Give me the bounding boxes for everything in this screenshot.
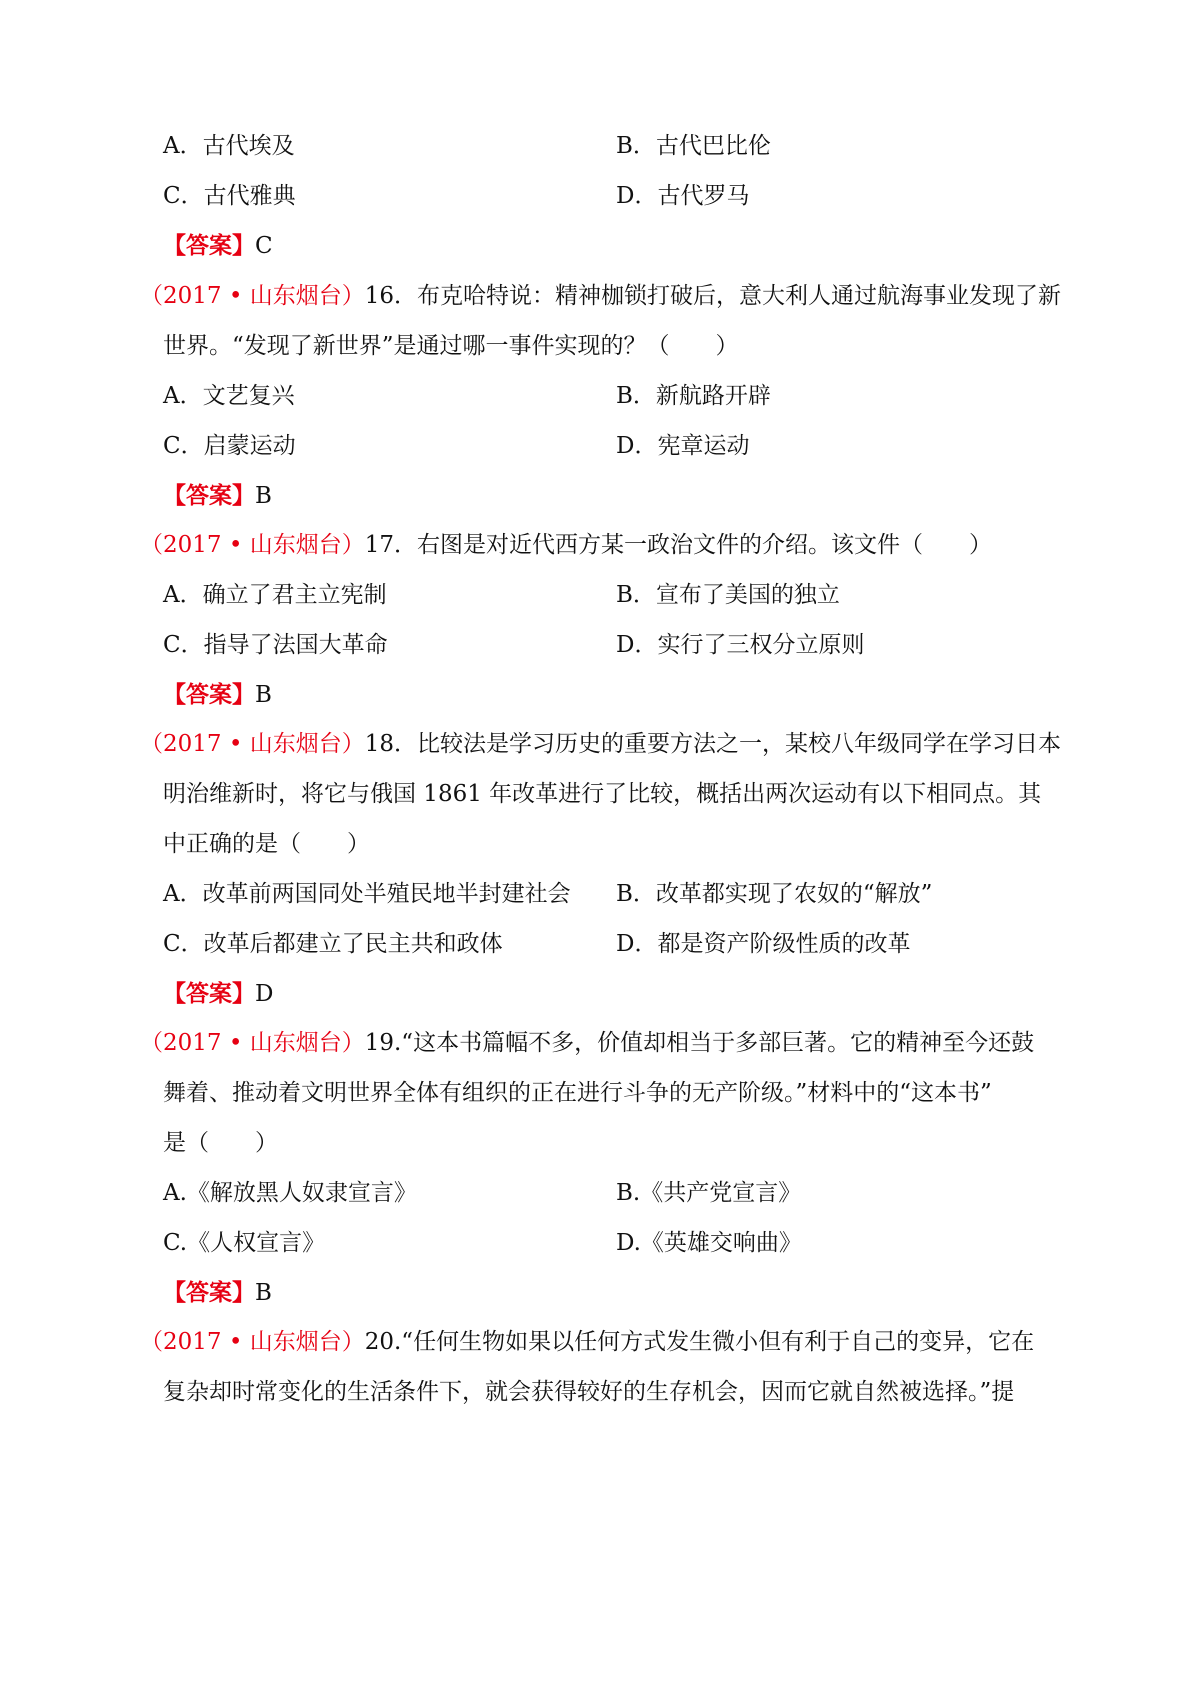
question-text: 18．比较法是学习历史的重要方法之一，某校八年级同学在学习日本 (364, 731, 1062, 757)
question-text: 19.“这本书篇幅不多，价值却相当于多部巨著。它的精神至今还鼓 (364, 1030, 1035, 1056)
q17-option-b: B．宣布了美国的独立 (616, 582, 840, 608)
q16-stem-line-1 (140, 281, 1061, 311)
question-source: （2017 • 山东烟台） (140, 283, 365, 309)
q15-option-a: A．古代埃及 (163, 133, 295, 159)
q18-stem-line-1 (140, 729, 1061, 759)
q16-option-d: D．宪章运动 (616, 433, 750, 459)
q18-option-b: B．改革都实现了农奴的“解放” (616, 881, 933, 907)
q18-stem-line-3: 中正确的是（ ） (163, 831, 370, 857)
q16-option-c: C．启蒙运动 (163, 433, 296, 459)
answer-label: 【答案】 (163, 482, 255, 509)
question-source: （2017 • 山东烟台） (140, 731, 365, 757)
q19-option-d: D.《英雄交响曲》 (616, 1230, 802, 1256)
q17-stem-line-1 (140, 530, 992, 560)
answer-value: B (255, 483, 272, 509)
question-source: （2017 • 山东烟台） (140, 1030, 365, 1056)
q19-option-c: C.《人权宣言》 (163, 1230, 326, 1256)
q20-stem-line-2: 复杂却时常变化的生活条件下，就会获得较好的生存机会，因而它就自然被选择。”提 (163, 1379, 1015, 1405)
answer-value: B (255, 1280, 272, 1306)
question-text: 17．右图是对近代西方某一政治文件的介绍。该文件（ ） (364, 532, 993, 558)
q15-answer (163, 231, 273, 261)
q19-stem-line-2: 舞着、推动着文明世界全体有组织的正在进行斗争的无产阶级。”材料中的“这本书” (163, 1080, 992, 1106)
q18-option-c: C．改革后都建立了民主共和政体 (163, 931, 503, 957)
q15-option-c: C．古代雅典 (163, 183, 296, 209)
q15-option-b: B．古代巴比伦 (616, 133, 771, 159)
question-text: 20.“任何生物如果以任何方式发生微小但有利于自己的变异，它在 (364, 1329, 1035, 1355)
q16-stem-line-2: 世界。“发现了新世界”是通过哪一事件实现的？（ ） (163, 333, 739, 359)
q17-answer (163, 680, 272, 710)
question-source: （2017 • 山东烟台） (140, 532, 365, 558)
q15-option-d: D．古代罗马 (616, 183, 750, 209)
q17-option-d: D．实行了三权分立原则 (616, 632, 865, 658)
answer-value: C (255, 233, 273, 259)
answer-label: 【答案】 (163, 980, 255, 1007)
q19-stem-line-3: 是（ ） (163, 1130, 278, 1156)
q18-stem-line-2: 明治维新时，将它与俄国 1861 年改革进行了比较，概括出两次运动有以下相同点。其 (163, 781, 1042, 807)
question-source: （2017 • 山东烟台） (140, 1329, 365, 1355)
q19-answer (163, 1278, 272, 1308)
answer-label: 【答案】 (163, 681, 255, 708)
answer-label: 【答案】 (163, 1279, 255, 1306)
q18-option-a: A．改革前两国同处半殖民地半封建社会 (163, 881, 571, 907)
q17-option-a: A．确立了君主立宪制 (163, 582, 387, 608)
q19-option-a: A.《解放黑人奴隶宣言》 (163, 1180, 417, 1206)
q16-option-b: B．新航路开辟 (616, 383, 771, 409)
answer-value: D (255, 981, 274, 1007)
q16-answer (163, 481, 272, 511)
q19-option-b: B.《共产党宣言》 (616, 1180, 802, 1206)
answer-label: 【答案】 (163, 232, 255, 259)
q17-option-c: C．指导了法国大革命 (163, 632, 388, 658)
q18-answer (163, 979, 273, 1009)
q18-option-d: D．都是资产阶级性质的改革 (616, 931, 911, 957)
answer-value: B (255, 682, 272, 708)
q19-stem-line-1 (140, 1028, 1034, 1058)
q16-option-a: A．文艺复兴 (163, 383, 295, 409)
question-text: 16．布克哈特说：精神枷锁打破后，意大利人通过航海事业发现了新 (364, 283, 1062, 309)
q20-stem-line-1 (140, 1327, 1034, 1357)
